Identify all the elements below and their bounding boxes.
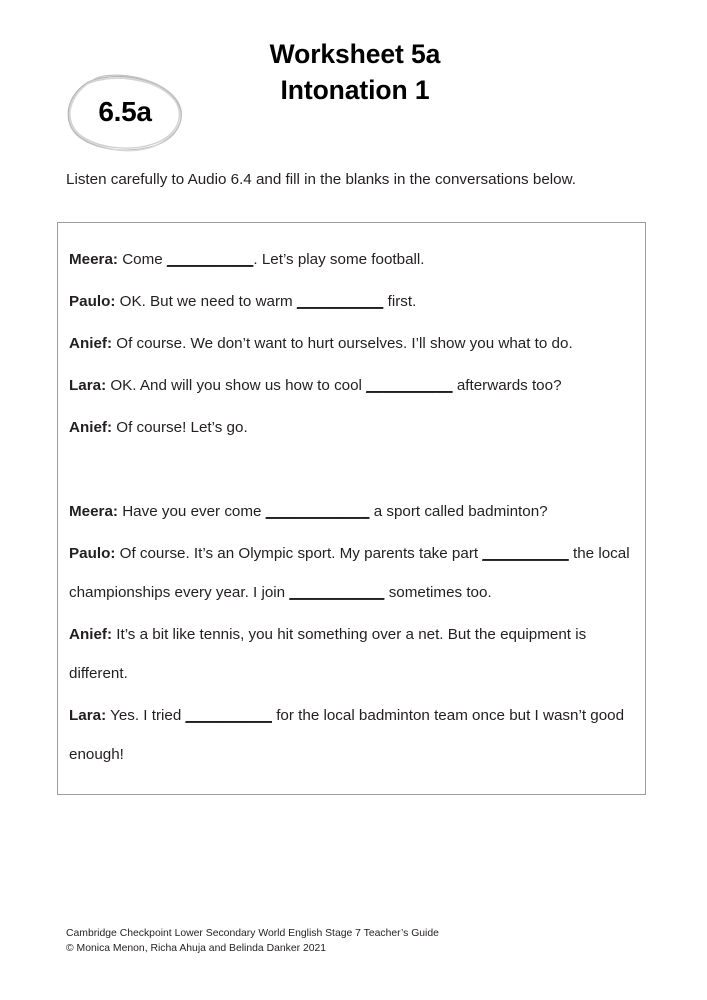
conversation-lines: [69, 240, 633, 777]
speaker-label: Lara:: [69, 707, 107, 724]
dialogue-text: Yes. I tried: [106, 707, 186, 724]
conversation-spacer: [69, 450, 633, 489]
dialogue-text: Of course. It’s an Olympic sport. My parents take part: [115, 545, 483, 562]
page-header: [0, 36, 707, 146]
dialogue-text: the local championships every year. I join: [69, 545, 630, 601]
fill-in-blank[interactable]: __________: [296, 293, 384, 310]
conversation-box: [57, 222, 646, 795]
conversation-line: [69, 240, 633, 279]
conversation-line: [69, 696, 633, 774]
section-number-label: 6.5a: [98, 96, 152, 127]
speaker-label: Paulo:: [69, 545, 116, 562]
fill-in-blank[interactable]: __________: [185, 707, 272, 724]
speaker-label: Lara:: [69, 377, 107, 394]
speaker-label: Meera:: [69, 251, 118, 268]
conversation-line: [69, 534, 633, 612]
section-number-badge: [62, 72, 188, 152]
dialogue-text: It’s a bit like tennis, you hit something over a net. But the equipment is different.: [69, 626, 587, 682]
dialogue-text: . Let’s play some football.: [253, 251, 425, 268]
speaker-label: Anief:: [69, 335, 113, 352]
dialogue-text: Have you ever come: [117, 503, 266, 520]
dialogue-text: for the local badminton team once but I wasn’t good enough!: [69, 707, 625, 763]
speaker-label: Meera:: [69, 503, 118, 520]
dialogue-text: Of course. We don’t want to hurt ourselves. I’ll show you what to do.: [112, 335, 573, 352]
fill-in-blank[interactable]: ____________: [265, 503, 370, 520]
fill-in-blank[interactable]: __________: [366, 377, 453, 394]
fill-in-blank[interactable]: ___________: [289, 584, 385, 601]
page-title: [190, 36, 520, 108]
dialogue-text: Of course! Let’s go.: [112, 419, 248, 436]
page-footer: [66, 927, 626, 956]
dialogue-text: a sport called badminton?: [369, 503, 548, 520]
speaker-label: Anief:: [69, 419, 113, 436]
speaker-label: Anief:: [69, 626, 113, 643]
conversation-line: [69, 615, 633, 693]
dialogue-text: afterwards too?: [452, 377, 562, 394]
conversation-line: [69, 492, 633, 531]
footer-line-2: © Monica Menon, Richa Ahuja and Belinda Danker 2021: [66, 942, 327, 954]
fill-in-blank[interactable]: __________: [482, 545, 569, 562]
dialogue-text: Come: [117, 251, 167, 268]
instruction-text: Listen carefully to Audio 6.4 and fill in the blanks in the conversations below.: [66, 171, 576, 188]
dialogue-text: sometimes too.: [384, 584, 492, 601]
conversation-line: [69, 408, 633, 447]
page-title-line-2: Intonation 1: [280, 75, 430, 105]
page-title-line-1: Worksheet 5a: [269, 39, 441, 69]
dialogue-text: OK. And will you show us how to cool: [106, 377, 367, 394]
conversation-line: [69, 324, 633, 363]
footer-line-1: Cambridge Checkpoint Lower Secondary World English Stage 7 Teacher’s Guide: [66, 928, 439, 939]
conversation-line: [69, 282, 633, 321]
fill-in-blank[interactable]: __________: [166, 251, 254, 268]
conversation-line: [69, 366, 633, 405]
dialogue-text: OK. But we need to warm: [115, 293, 297, 310]
speaker-label: Paulo:: [69, 293, 116, 310]
dialogue-text: first.: [383, 293, 417, 310]
